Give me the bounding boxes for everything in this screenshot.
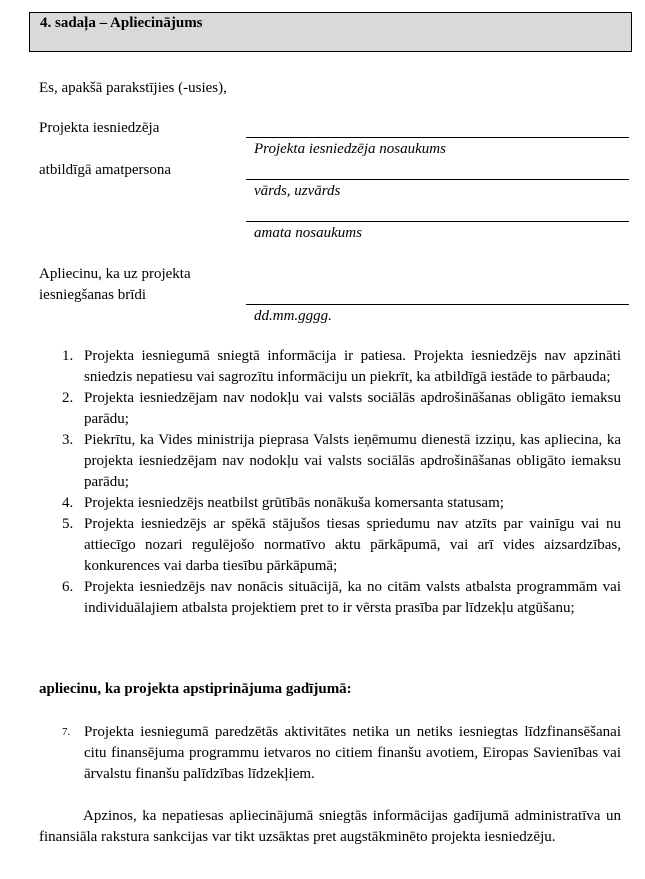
list-item bbox=[62, 577, 621, 619]
list-item bbox=[62, 430, 621, 493]
item-text: Projekta iesniedzējam nav nodokļu vai valsts sociālās apdrošināšanas obligāto iemaksu parādu; bbox=[84, 390, 621, 427]
list-item-7 bbox=[62, 722, 621, 785]
list-item bbox=[62, 493, 621, 514]
item-number: 2. bbox=[62, 390, 74, 406]
intro-text: Es, apakšā parakstījies (-usies), bbox=[39, 80, 227, 96]
item-text: Projekta iesniegumā paredzētās aktivitātes netika un netiks iesniegtas līdzfinansēšanai citu finansējuma programmu ietvaros no citiem finanšu avotiem, Eiropas Savienības vai ārvalstu finanšu palīdzības līdzekļiem. bbox=[84, 724, 621, 782]
official-position-line[interactable] bbox=[246, 221, 629, 222]
list-item bbox=[62, 388, 621, 430]
item-number: 1. bbox=[62, 348, 74, 364]
section-header bbox=[29, 12, 632, 52]
applicant-name-hint: Projekta iesniedzēja nosaukums bbox=[254, 141, 446, 157]
closing-paragraph: Apzinos, ka nepatiesas apliecinājumā sniegtās informācijas gadījumā administratīva un finansiāla rakstura sankcijas var tikt uzsāktas pret augstākminēto projekta iesniedzēju. bbox=[39, 808, 621, 845]
applicant-label: Projekta iesniedzēja bbox=[39, 120, 160, 136]
list-item bbox=[62, 346, 621, 388]
item-number: 3. bbox=[62, 432, 74, 448]
declaration-list bbox=[62, 346, 621, 619]
item-number: 7. bbox=[62, 726, 71, 738]
confirm-label-line-2: iesniegšanas brīdi bbox=[39, 287, 147, 303]
official-position-hint: amata nosaukums bbox=[254, 225, 362, 241]
official-name-hint: vārds, uzvārds bbox=[254, 183, 341, 199]
item-text: Projekta iesniedzējs ar spēkā stājušos tiesas spriedumu nav atzīts par vainīgu vai nu attiecīgo nozari regulējošo normatīvo aktu pārkāpumā, vai arī vides aizsardzības, konkurences vai darba tiesību pārkāpumā; bbox=[84, 516, 621, 574]
applicant-name-line[interactable] bbox=[246, 137, 629, 138]
item-number: 4. bbox=[62, 495, 74, 511]
item-number: 6. bbox=[62, 579, 74, 595]
item-text: Projekta iesniedzējs nav nonācis situācijā, ka no citām valsts atbalsta programmām vai individuālajiem atbalsta projektiem pret to ir vērsta prasība par līdzekļu atgūšanu; bbox=[84, 579, 621, 616]
approval-heading: apliecinu, ka projekta apstiprinājuma gadījumā: bbox=[39, 681, 352, 697]
section-title: 4. sadaļa – Apliecinājums bbox=[40, 15, 203, 31]
item-number: 5. bbox=[62, 516, 74, 532]
confirm-label-line-1: Apliecinu, ka uz projekta bbox=[39, 266, 191, 282]
item-text: Piekrītu, ka Vides ministrija pieprasa Valsts ieņēmumu dienestā izziņu, kas apliecina, ka projekta iesniedzējam nav nodokļu vai valsts sociālās apdrošināšanas obligāto iemaksu parādu; bbox=[84, 432, 621, 490]
date-line[interactable] bbox=[246, 304, 629, 305]
official-name-line[interactable] bbox=[246, 179, 629, 180]
official-label: atbildīgā amatpersona bbox=[39, 162, 172, 178]
item-text: Projekta iesniegumā sniegtā informācija ir patiesa. Projekta iesniedzējs nav apzināti sniedzis nepatiesu vai sagrozītu informāciju un piekrīt, ka atbildīgā iestāde to pārbauda; bbox=[84, 348, 621, 385]
list-item bbox=[62, 514, 621, 577]
date-hint: dd.mm.gggg. bbox=[254, 308, 332, 324]
item-text: Projekta iesniedzējs neatbilst grūtībās nonākuša komersanta statusam; bbox=[84, 495, 504, 511]
